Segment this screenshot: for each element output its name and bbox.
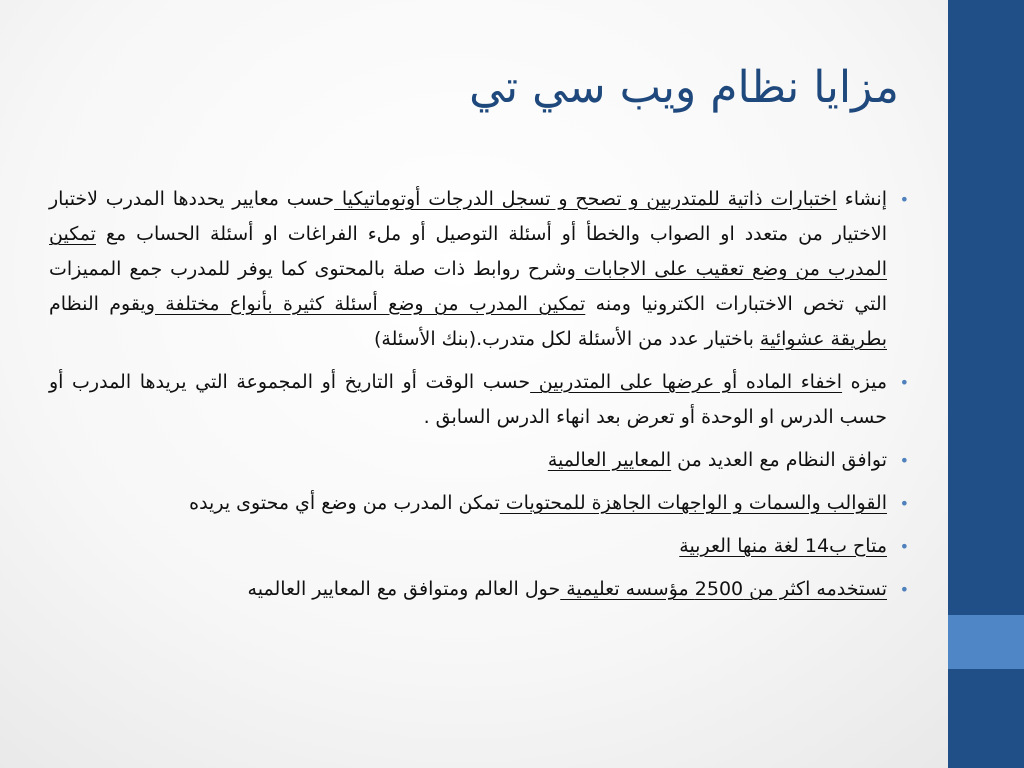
bullet-item-hide-content xyxy=(49,365,909,435)
bullet-text: باختيار عدد من الأسئلة لكل متدرب.(بنك الأسئلة) xyxy=(373,328,760,350)
bullet-icon: • xyxy=(899,451,909,470)
bullet-text: حسب معايير يحددها المدرب لاختبار الاختيار من متعدد او الصواب والخطأ أو أسئلة التوصيل أو ملء الفراغات او أسئلة الحساب مع xyxy=(49,188,887,245)
bullet-item-exams xyxy=(49,182,909,357)
slide-title: مزايا نظام ويب سي تي xyxy=(469,62,899,113)
bullet-icon: • xyxy=(899,494,909,513)
underlined-text: بطريقة عشوائية xyxy=(759,328,887,350)
underlined-text: تمكين المدرب من وضع أسئلة كثيرة بأنواع مختلفة xyxy=(154,293,586,315)
bullet-item-languages xyxy=(49,529,909,564)
bullet-text: وشرح روابط ذات صلة بالمحتوى كما يوفر للمدرب جمع المميزات التي تخص الاختبارات الكترونيا ومنه xyxy=(49,258,887,315)
bullet-text: ويقوم النظام xyxy=(49,293,155,315)
bullet-text: حسب الوقت أو التاريخ أو المجموعة التي يريدها المدرب أو حسب الدرس او الوحدة أو تعرض بعد انهاء الدرس السابق . xyxy=(49,371,887,428)
bullet-list xyxy=(49,182,909,615)
bullet-text: حول العالم ومتوافق مع المعايير العالميه xyxy=(247,578,561,600)
bullet-text: إنشاء xyxy=(836,188,888,210)
bullet-text: تمكن المدرب من وضع أي محتوى يريده xyxy=(189,492,500,514)
bullet-icon: • xyxy=(899,537,909,556)
underlined-text: اخفاء الماده أو عرضها على المتدربين xyxy=(530,371,843,393)
slide-side-band xyxy=(948,0,1024,768)
bullet-text: توافق النظام مع العديد من xyxy=(671,449,887,471)
bullet-item-standards xyxy=(49,443,909,478)
underlined-text: القوالب والسمات و الواجهات الجاهزة للمحتويات xyxy=(499,492,887,514)
bullet-icon: • xyxy=(899,580,909,599)
underlined-text: تستخدمه اكثر من 2500 مؤسسه تعليمية xyxy=(560,578,887,600)
bullet-icon: • xyxy=(899,373,909,392)
bullet-icon: • xyxy=(899,190,909,209)
underlined-text: متاح ب14 لغة منها العربية xyxy=(679,535,887,557)
bullet-text: ميزه xyxy=(842,371,887,393)
underlined-text: المعايير العالمية xyxy=(547,449,672,471)
side-band-accent xyxy=(948,615,1024,669)
underlined-text: تمكين المدرب من وضع تعقيب على الاجابات xyxy=(49,223,887,280)
bullet-item-institutions xyxy=(49,572,909,607)
bullet-item-templates xyxy=(49,486,909,521)
underlined-text: اختبارات ذاتية للمتدربين و تصحح و تسجل الدرجات أوتوماتيكيا xyxy=(334,188,837,210)
